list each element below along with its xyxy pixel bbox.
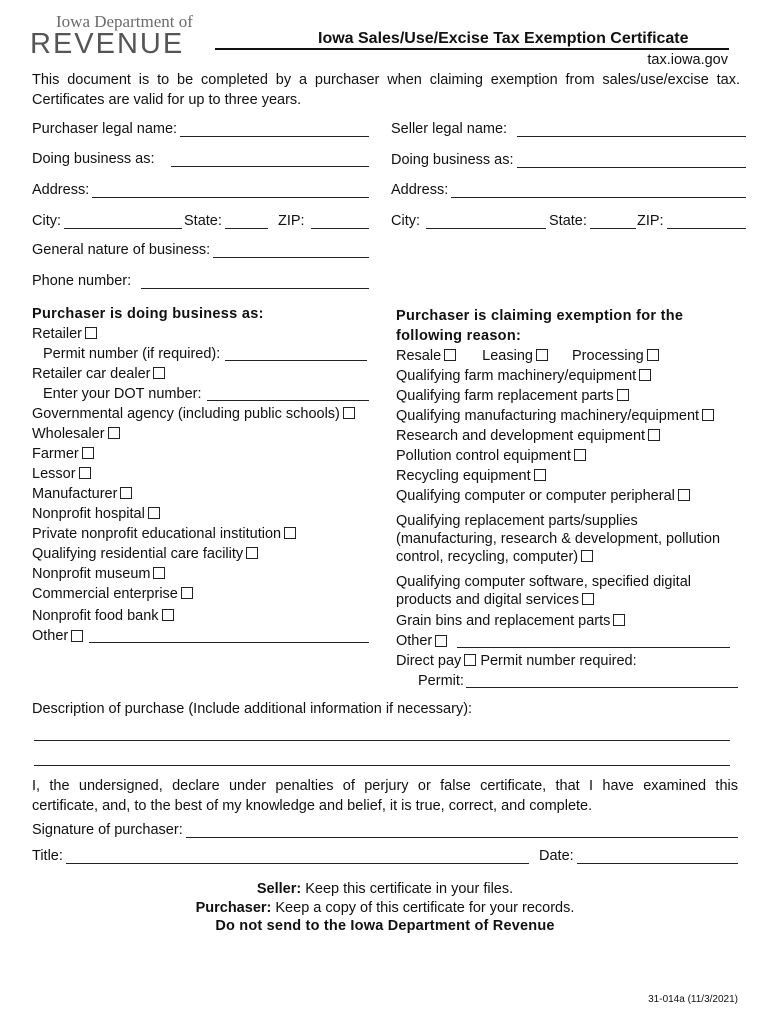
option-museum[interactable] [32, 564, 377, 584]
purchaser-zip-label: ZIP: [278, 213, 305, 229]
exemption-heading-line1: Purchaser is claiming exemption for the [396, 308, 684, 324]
signature-field[interactable] [32, 818, 738, 838]
purchaser-address-label: Address: [32, 182, 90, 198]
purchaser-note-label: Purchaser: [195, 899, 272, 916]
option-retailer[interactable] [32, 324, 377, 344]
checkbox[interactable] [343, 407, 355, 419]
business-as-heading: Purchaser is doing business as: [32, 306, 264, 322]
seller-note [0, 880, 770, 899]
checkbox[interactable] [284, 527, 296, 539]
option-software[interactable] [396, 573, 746, 609]
seller-zip-field[interactable] [637, 209, 746, 229]
exemption-heading-line2: following reason: [396, 328, 522, 344]
option-wholesaler[interactable] [32, 424, 377, 444]
option-farm-parts-label: Qualifying farm replacement parts [396, 388, 614, 404]
title-label: Title: [32, 848, 63, 864]
option-residential-care[interactable] [32, 544, 377, 564]
header-rule [215, 48, 729, 50]
description-line-1[interactable] [34, 740, 730, 741]
option-gov-agency[interactable] [32, 404, 377, 424]
signature-label: Signature of purchaser: [32, 822, 183, 838]
declaration-line2: certificate, and, to the best of my knowledge and belief, it is true, correct, and complete. [32, 798, 593, 814]
seller-dba-label: Doing business as: [391, 152, 514, 168]
option-farmer-label: Farmer [32, 446, 79, 462]
option-museum-label: Nonprofit museum [32, 566, 151, 582]
checkbox[interactable] [162, 609, 174, 621]
option-car-dealer[interactable] [32, 364, 377, 384]
option-commercial-label: Commercial enterprise [32, 586, 178, 602]
seller-state-field[interactable] [549, 209, 636, 229]
seller-city-label: City: [391, 213, 420, 229]
seller-address-label: Address: [391, 182, 449, 198]
option-other[interactable] [32, 626, 369, 646]
software-line2: products and digital services [396, 592, 579, 608]
option-other-reason[interactable] [396, 631, 730, 651]
description-line-2[interactable] [34, 765, 730, 766]
date-field[interactable] [539, 844, 738, 864]
checkbox[interactable] [581, 550, 593, 562]
seller-dba-field[interactable] [391, 148, 746, 168]
seller-state-label: State: [549, 213, 587, 229]
dot-number-label: Enter your DOT number: [43, 386, 202, 402]
checkbox[interactable] [678, 489, 690, 501]
checkbox[interactable] [617, 389, 629, 401]
purchaser-state-label: State: [184, 213, 222, 229]
checkbox[interactable] [444, 349, 456, 361]
checkbox[interactable] [153, 367, 165, 379]
intro-line1: This document is to be completed by a purchaser when claiming exemption from sales/use/excise tax. [32, 72, 740, 88]
option-rd-equipment-label: Research and development equipment [396, 428, 646, 444]
option-pollution-label: Pollution control equipment [396, 448, 571, 464]
option-residential-care-label: Qualifying residential care facility [32, 546, 244, 562]
option-manufacturer-label: Manufacturer [32, 486, 118, 502]
declaration-text [32, 776, 738, 816]
checkbox[interactable] [148, 507, 160, 519]
business-as-section [32, 304, 377, 646]
option-grain-bins[interactable] [396, 611, 746, 631]
intro-text [32, 70, 740, 110]
checkbox[interactable] [702, 409, 714, 421]
software-line1: Qualifying computer software, specified digital [396, 574, 691, 590]
option-manufacturer[interactable] [32, 484, 377, 504]
option-rd-equipment[interactable] [396, 426, 746, 446]
option-resale[interactable] [396, 348, 456, 364]
option-farm-parts[interactable] [396, 386, 746, 406]
option-leasing-label: Leasing [482, 348, 533, 364]
logo-line1: Iowa Department of [56, 12, 193, 31]
option-wholesaler-label: Wholesaler [32, 426, 105, 442]
footer-notes [0, 880, 770, 936]
permit-number-field[interactable] [32, 344, 367, 364]
option-recycling-label: Recycling equipment [396, 468, 531, 484]
option-nonprofit-hospital-label: Nonprofit hospital [32, 506, 145, 522]
page-title: Iowa Sales/Use/Excise Tax Exemption Certificate [318, 30, 689, 47]
option-processing-label: Processing [572, 348, 644, 364]
seller-legal-name-label: Seller legal name: [391, 121, 508, 137]
permit-required-label: Permit number required: [480, 653, 637, 669]
option-car-dealer-label: Retailer car dealer [32, 366, 151, 382]
checkbox[interactable] [181, 587, 193, 599]
dot-number-field[interactable] [32, 384, 369, 404]
purchaser-zip-field[interactable] [278, 209, 369, 229]
purchaser-address-field[interactable] [32, 178, 369, 198]
option-lessor[interactable] [32, 464, 377, 484]
option-computer-label: Qualifying computer or computer peripheral [396, 488, 675, 504]
option-mfg-machinery-label: Qualifying manufacturing machinery/equipment [396, 408, 700, 424]
checkbox[interactable] [647, 349, 659, 361]
option-retailer-label: Retailer [32, 326, 82, 342]
seller-address-field[interactable] [391, 178, 746, 198]
purchaser-nature-label: General nature of business: [32, 242, 211, 258]
checkbox[interactable] [82, 447, 94, 459]
checkbox[interactable] [534, 469, 546, 481]
declaration-line1: I, the undersigned, declare under penalties of perjury or false certificate, that I have examined this [32, 778, 738, 794]
title-field[interactable] [32, 844, 529, 864]
date-label: Date: [539, 848, 574, 864]
option-mfg-machinery[interactable] [396, 406, 746, 426]
seller-note-text: Keep this certificate in your files. [305, 881, 514, 897]
option-farm-machinery-label: Qualifying farm machinery/equipment [396, 368, 637, 384]
seller-legal-name-field[interactable] [391, 117, 746, 137]
option-farmer[interactable] [32, 444, 377, 464]
description-label: Description of purchase (Include additional information if necessary): [32, 701, 473, 717]
option-processing[interactable] [572, 348, 659, 364]
logo-line2: REVENUE [30, 28, 185, 60]
option-private-edu-label: Private nonprofit educational institution [32, 526, 282, 542]
checkbox[interactable] [574, 449, 586, 461]
checkbox[interactable] [464, 654, 476, 666]
permit-number-label: Permit number (if required): [43, 346, 221, 362]
replacement-line3: control, recycling, computer) [396, 549, 579, 565]
replacement-line1: Qualifying replacement parts/supplies [396, 513, 638, 529]
purchaser-phone-label: Phone number: [32, 273, 132, 289]
option-nonprofit-hospital[interactable] [32, 504, 377, 524]
option-row-resale [396, 346, 746, 366]
option-farm-machinery[interactable] [396, 366, 746, 386]
checkbox[interactable] [648, 429, 660, 441]
purchaser-note-text: Keep a copy of this certificate for your records. [275, 899, 575, 916]
checkbox[interactable] [246, 547, 258, 559]
checkbox[interactable] [536, 349, 548, 361]
checkbox[interactable] [153, 567, 165, 579]
purchaser-city-label: City: [32, 213, 61, 229]
purchaser-state-field[interactable] [184, 209, 268, 229]
checkbox[interactable] [108, 427, 120, 439]
option-resale-label: Resale [396, 348, 442, 364]
option-food-bank[interactable] [32, 606, 377, 626]
seller-zip-label: ZIP: [637, 213, 664, 229]
seller-note-label: Seller: [256, 881, 302, 897]
purchaser-nature-field[interactable] [32, 238, 369, 258]
replacement-line2: (manufacturing, research & development, pollution [396, 531, 721, 547]
option-replacement-parts[interactable] [396, 512, 746, 566]
option-recycling[interactable] [396, 466, 746, 486]
option-direct-pay[interactable] [396, 651, 746, 671]
form-number: 31-014a (11/3/2021) [648, 994, 738, 1005]
option-leasing[interactable] [482, 348, 548, 364]
option-computer[interactable] [396, 486, 746, 506]
checkbox[interactable] [85, 327, 97, 339]
purchaser-legal-name-label: Purchaser legal name: [32, 121, 178, 137]
checkbox[interactable] [613, 614, 625, 626]
option-grain-bins-label: Grain bins and replacement parts [396, 613, 611, 629]
checkbox[interactable] [582, 593, 594, 605]
option-other-label: Other [32, 628, 69, 644]
exemption-section [396, 306, 746, 691]
checkbox[interactable] [120, 487, 132, 499]
option-private-edu[interactable] [32, 524, 377, 544]
option-other-reason-label: Other [396, 633, 433, 649]
purchaser-phone-field[interactable] [32, 269, 369, 289]
option-commercial[interactable] [32, 584, 377, 604]
permit-field[interactable] [396, 671, 738, 691]
website: tax.iowa.gov [647, 52, 728, 68]
permit-label: Permit: [418, 673, 464, 689]
purchaser-dba-field[interactable] [32, 147, 369, 167]
purchaser-city-field[interactable] [32, 209, 182, 229]
checkbox[interactable] [79, 467, 91, 479]
option-pollution[interactable] [396, 446, 746, 466]
option-direct-pay-label: Direct pay [396, 653, 462, 669]
checkbox[interactable] [71, 630, 83, 642]
checkbox[interactable] [435, 635, 447, 647]
option-lessor-label: Lessor [32, 466, 76, 482]
purchaser-dba-label: Doing business as: [32, 151, 155, 167]
option-gov-agency-label: Governmental agency (including public schools) [32, 406, 340, 422]
do-not-send-note: Do not send to the Iowa Department of Revenue [215, 918, 555, 934]
intro-line2: Certificates are valid for up to three years. [32, 92, 302, 108]
purchaser-note [0, 899, 770, 918]
logo [30, 12, 200, 58]
option-food-bank-label: Nonprofit food bank [32, 608, 159, 624]
checkbox[interactable] [639, 369, 651, 381]
purchaser-legal-name-field[interactable] [32, 117, 369, 137]
seller-city-field[interactable] [391, 209, 546, 229]
